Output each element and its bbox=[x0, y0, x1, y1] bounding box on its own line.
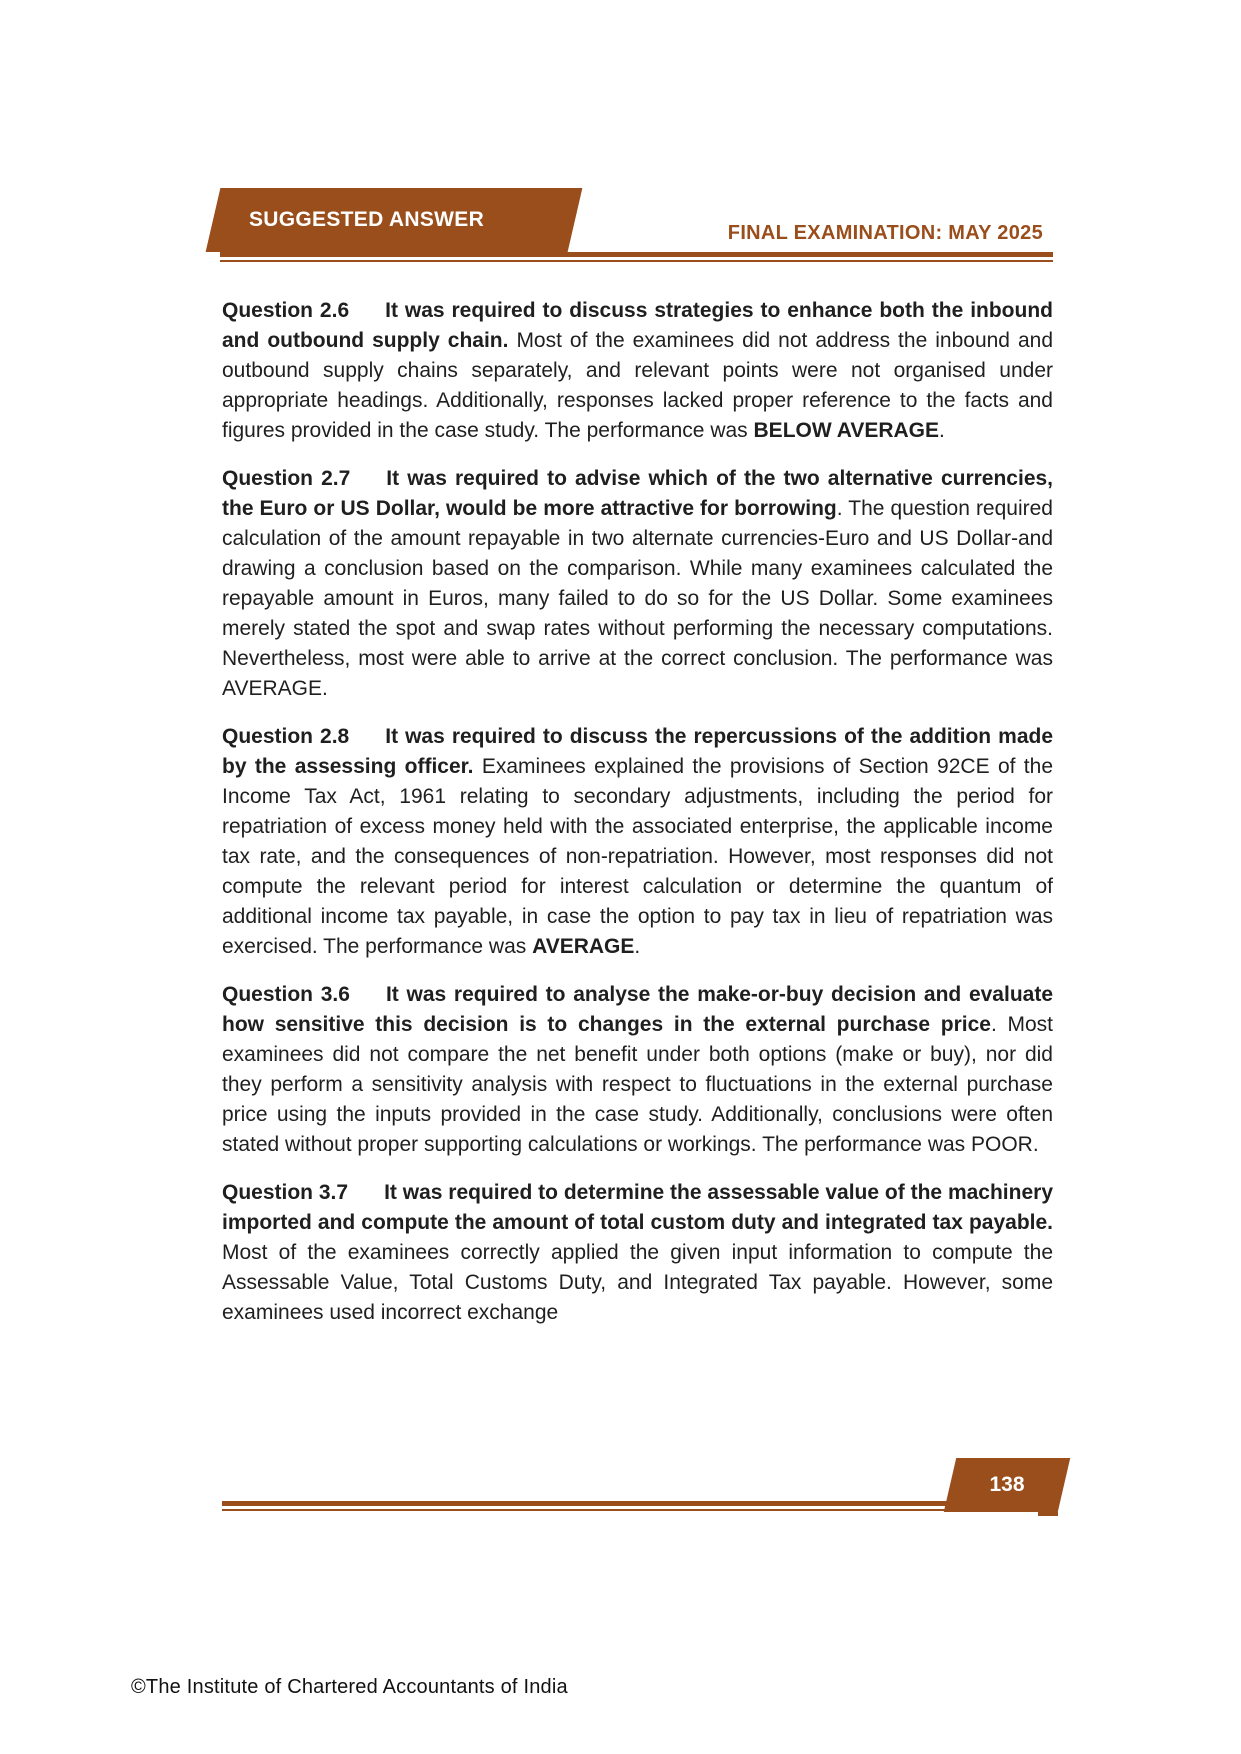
text-run: It was required to analyse the make-or-buy decision and evaluate how sensitive this decision is to changes in the external purchase price bbox=[222, 983, 1054, 1036]
text-run: Examinees explained the provisions of Section 92CE of the Income Tax Act, 1961 relating to secondary adjustments, including the period for repatriation of excess money held with the associated enterprise, the applicable income tax rate, and the consequences of non-repatriation. However, most responses did not compute the relevant period for interest calculation or determine the quantum of additional income tax payable, in case the option to pay tax in lieu of repatriation was exercised. The performance was bbox=[222, 755, 1054, 958]
question-number: Question 2.6 bbox=[222, 299, 350, 322]
text-run: . The question required calculation of the amount repayable in two alternate currencies-Euro and US Dollar-and drawing a conclusion based on the comparison. While many examinees calculated the repayable amount in Euros, many failed to do so for the US Dollar. Some examinees merely stated the spot and swap rates without performing the necessary computations. Nevertheless, most were able to arrive at the correct conclusion. The performance was AVERAGE. bbox=[222, 497, 1053, 700]
question-paragraph bbox=[222, 980, 1053, 1160]
footer-rule-thin bbox=[222, 1509, 952, 1511]
text-run: It was required to determine the assessable value of the machinery imported and compute the amount of total custom duty and integrated tax payable. bbox=[222, 1181, 1054, 1234]
header-rule-thin bbox=[220, 260, 1053, 262]
question-number: Question 3.7 bbox=[222, 1181, 349, 1204]
text-run: AVERAGE bbox=[532, 935, 635, 958]
question-paragraph bbox=[222, 722, 1053, 962]
document-body bbox=[222, 296, 1053, 1346]
question-number: Question 2.7 bbox=[222, 467, 351, 490]
text-run: . Most examinees did not compare the net benefit under both options (make or buy), nor did they perform a sensitivity analysis with respect to fluctuations in the external purchase price using the inputs provided in the case study. Additionally, conclusions were often stated without proper supporting calculations or workings. The performance was POOR. bbox=[222, 1013, 1053, 1156]
footer-rule-thick bbox=[222, 1501, 952, 1506]
text-run: . bbox=[939, 419, 945, 442]
suggested-answer-label: SUGGESTED ANSWER bbox=[249, 208, 485, 231]
header-rule-thick bbox=[220, 252, 1053, 257]
text-run: Most of the examinees did not address the inbound and outbound supply chains separately, and relevant points were not organised under appropriate headings. Additionally, responses lacked proper reference to the facts and figures provided in the case study. The performance was bbox=[222, 329, 1054, 442]
suggested-answer-banner bbox=[206, 188, 583, 252]
question-number: Question 2.8 bbox=[222, 725, 350, 748]
question-number: Question 3.6 bbox=[222, 983, 350, 1006]
text-run: . bbox=[634, 935, 641, 958]
footer-rule-tail bbox=[1038, 1512, 1058, 1516]
text-run: It was required to discuss strategies to enhance both the inbound and outbound supply chain. bbox=[222, 299, 1053, 352]
text-run: Most of the examinees correctly applied the given input information to compute the Assessable Value, Total Customs Duty, and Integrated Tax payable. However, some examinees used incorrect exchange bbox=[222, 1241, 1053, 1324]
text-run: It was required to advise which of the two alternative currencies, the Euro or US Dollar, would be more attractive for borrowing bbox=[222, 467, 1054, 520]
text-run: It was required to discuss the repercussions of the addition made by the assessing officer. bbox=[222, 725, 1054, 778]
exam-title: FINAL EXAMINATION: MAY 2025 bbox=[727, 222, 1043, 244]
question-paragraph bbox=[222, 296, 1053, 446]
question-paragraph bbox=[222, 464, 1053, 704]
page-number-badge bbox=[944, 1458, 1070, 1512]
copyright-notice: ©The Institute of Chartered Accountants of India bbox=[131, 1676, 568, 1698]
page-number: 138 bbox=[989, 1473, 1025, 1496]
text-run: BELOW AVERAGE bbox=[753, 419, 940, 442]
question-paragraph bbox=[222, 1178, 1053, 1328]
